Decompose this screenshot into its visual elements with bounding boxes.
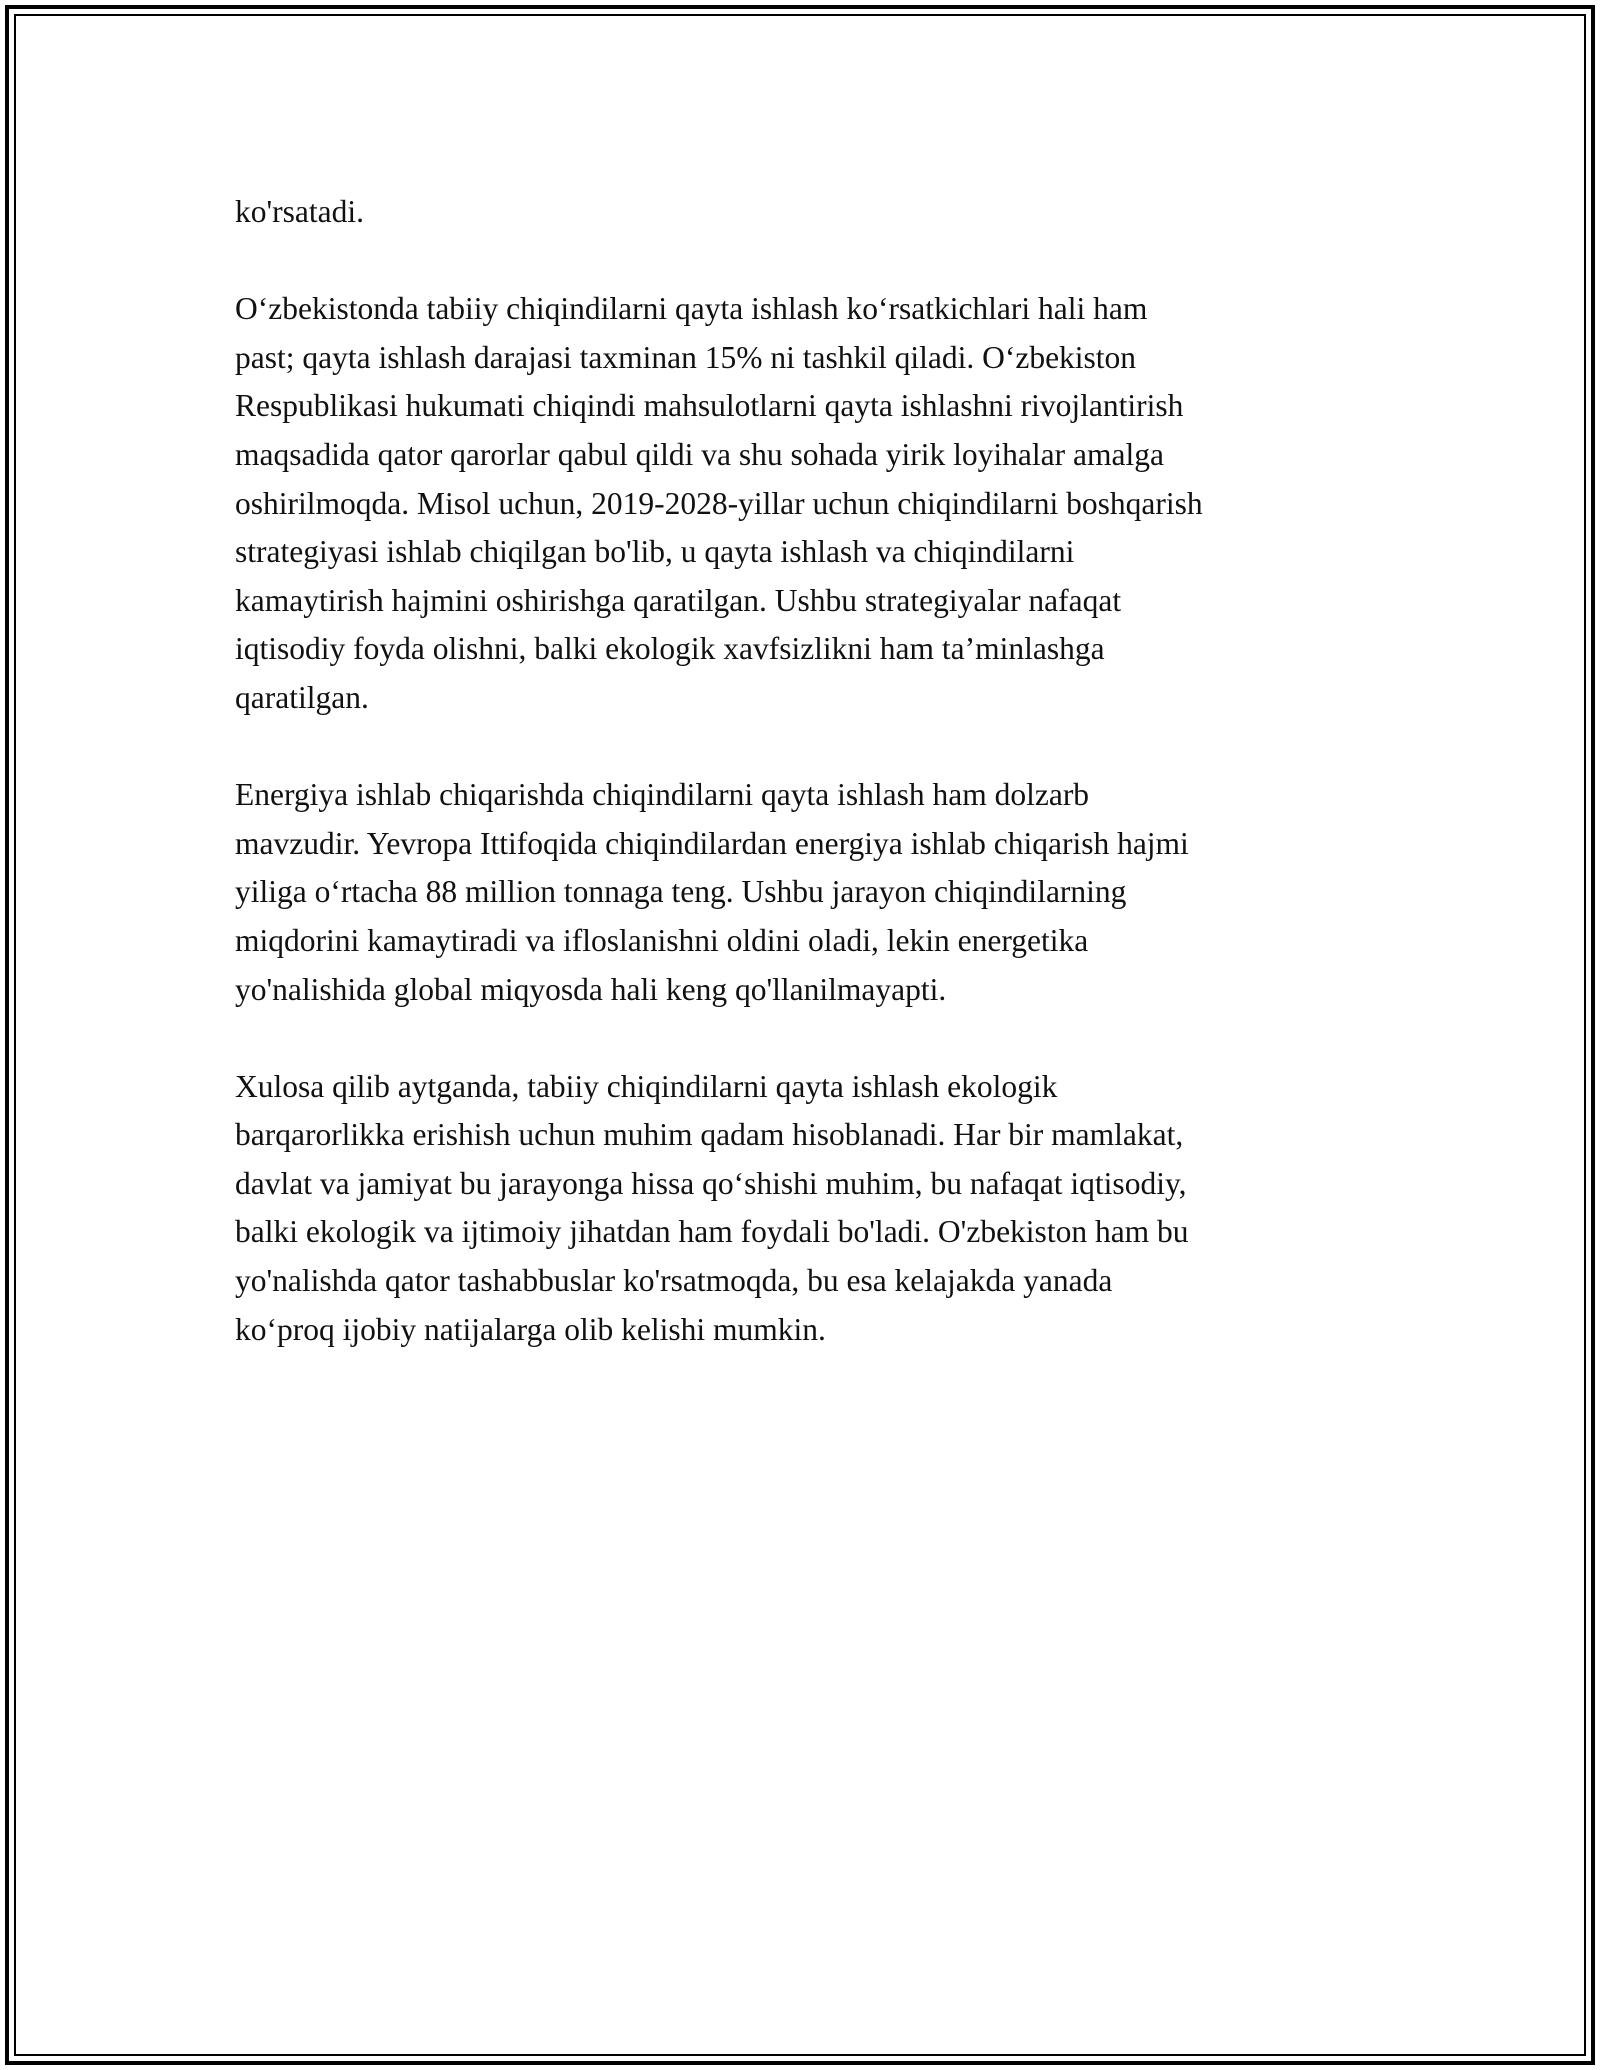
text-line: oshirilmoqda. Misol uchun, 2019-2028-yillar uchun chiqindilarni boshqarish <box>235 485 1203 521</box>
text-line: Respublikasi hukumati chiqindi mahsulotlarni qayta ishlashni rivojlantirish <box>235 388 1184 424</box>
text-line: Xulosa qilib aytganda, tabiiy chiqindilarni qayta ishlash ekologik <box>235 1068 1058 1104</box>
text-line: qaratilgan. <box>235 679 369 715</box>
text-line: davlat va jamiyat bu jarayonga hissa qo‘shishi muhim, bu nafaqat iqtisodiy, <box>235 1165 1187 1201</box>
text-line: miqdorini kamaytiradi va ifloslanishni oldini oladi, lekin energetika <box>235 922 1089 958</box>
text-line: mavzudir. Yevropa Ittifoqida chiqindilardan energiya ishlab chiqarish hajmi <box>235 825 1189 861</box>
text-line: past; qayta ishlash darajasi taxminan 15% ni tashkil qiladi. O‘zbekiston <box>235 339 1137 375</box>
text-line: ko'rsatadi. <box>235 194 365 229</box>
text-line: yiliga o‘rtacha 88 million tonnaga teng. Ushbu jarayon chiqindilarning <box>235 874 1127 910</box>
text-line: balki ekologik va ijtimoiy jihatdan ham foydali bo'ladi. O'zbekiston ham bu <box>235 1214 1189 1250</box>
text-line: iqtisodiy foyda olishni, balki ekologik xavfsizlikni ham ta’minlashga <box>235 631 1105 667</box>
text-line: strategiyasi ishlab chiqilgan bo'lib, u qayta ishlash va chiqindilarni <box>235 534 1075 570</box>
text-line: ko‘proq ijobiy natijalarga olib kelishi mumkin. <box>235 1311 826 1347</box>
text-line: maqsadida qator qarorlar qabul qildi va shu sohada yirik loyihalar amalga <box>235 436 1164 472</box>
paragraph-conclusion <box>235 1063 1370 1355</box>
paragraph-energy-production <box>235 771 1370 1014</box>
paragraph-continuation <box>235 188 1370 237</box>
paragraph-uzbekistan-recycling <box>235 285 1370 722</box>
text-line: yo'nalishda qator tashabbuslar ko'rsatmoqda, bu esa kelajakda yanada <box>235 1263 1113 1299</box>
text-line: O‘zbekistonda tabiiy chiqindilarni qayta ishlash ko‘rsatkichlari hali ham <box>235 291 1148 327</box>
document-body <box>235 188 1370 1403</box>
text-line: yo'nalishida global miqyosda hali keng qo'llanilmayapti. <box>235 971 947 1007</box>
text-line: Energiya ishlab chiqarishda chiqindilarni qayta ishlash ham dolzarb <box>235 777 1090 813</box>
text-line: kamaytirish hajmini oshirishga qaratilgan. Ushbu strategiyalar nafaqat <box>235 582 1122 618</box>
text-line: barqarorlikka erishish uchun muhim qadam hisoblanadi. Har bir mamlakat, <box>235 1117 1184 1153</box>
